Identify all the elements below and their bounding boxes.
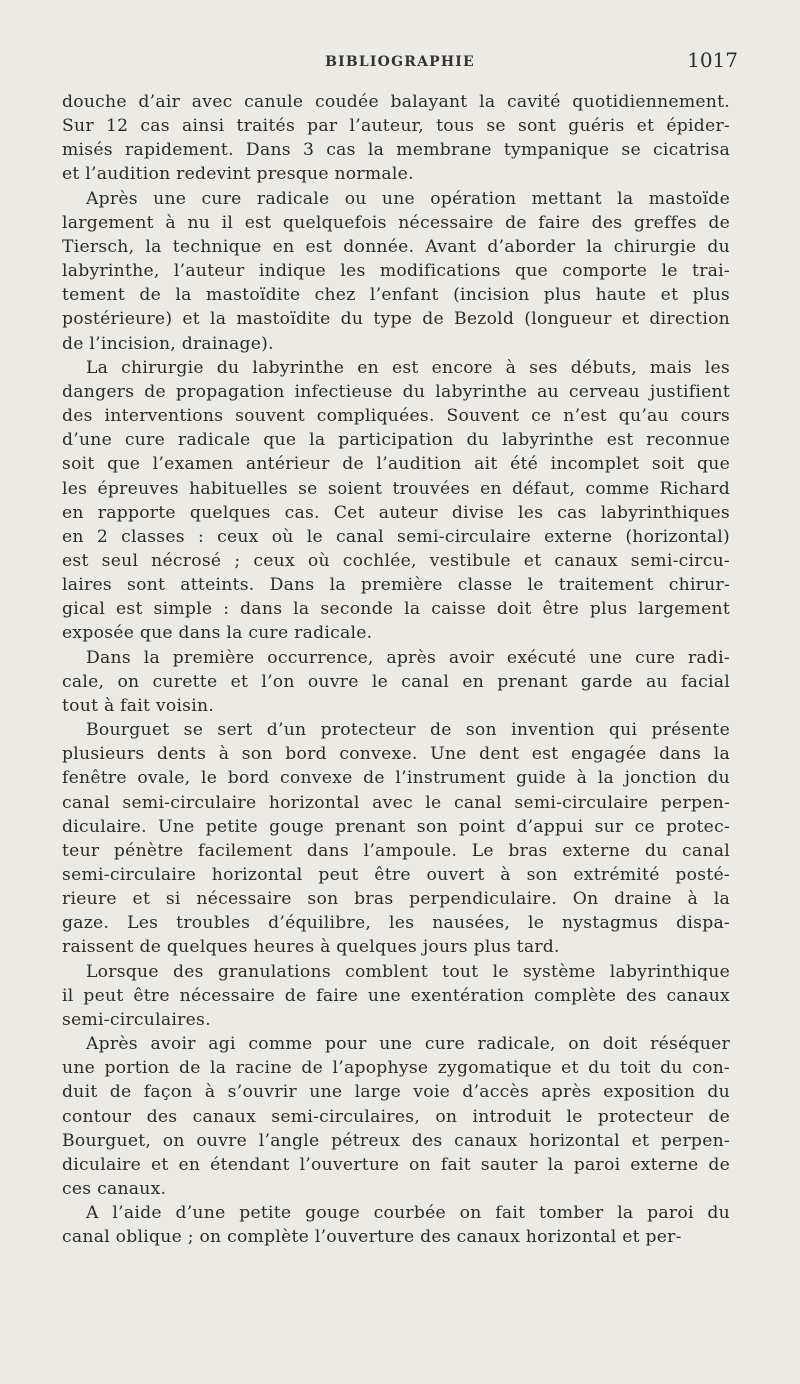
text-line: ces canaux.	[62, 1179, 167, 1200]
paragraph	[62, 960, 730, 1032]
text-line: tout à fait voisin.	[62, 695, 215, 716]
text-line: des interventions souvent compliquées. Souvent ce n’est qu’au cours	[62, 406, 730, 427]
text-line: gical est simple : dans la seconde la caisse doit être plus largement	[62, 599, 730, 620]
text-line: en 2 classes : ceux où le canal semi-circulaire externe (horizontal)	[62, 526, 730, 547]
text-line: une portion de la racine de l’apophyse zygomatique et du toit du con-	[62, 1058, 730, 1079]
text-line: misés rapidement. Dans 3 cas la membrane tympanique se cicatrisa	[62, 140, 730, 161]
text-line: cale, on curette et l’on ouvre le canal en prenant garde au facial	[62, 671, 730, 692]
text-line: d’une cure radicale que la participation du labyrinthe est reconnue	[62, 430, 730, 451]
text-line: gaze. Les troubles d’équilibre, les nausées, le nystagmus dispa-	[62, 913, 730, 934]
text-line: fenêtre ovale, le bord convexe de l’instrument guide à la jonction du	[62, 768, 730, 789]
paragraph	[62, 718, 730, 960]
text-line: canal oblique ; on complète l’ouverture des canaux horizontal et per-	[62, 1227, 682, 1248]
text-line: contour des canaux semi-circulaires, on introduit le protecteur de	[62, 1106, 730, 1127]
text-line: labyrinthe, l’auteur indique les modifications que comporte le trai-	[62, 261, 730, 282]
paragraph	[62, 1201, 730, 1249]
paragraph	[62, 90, 730, 187]
text-line: Dans la première occurrence, après avoir exécuté une cure radi-	[86, 647, 730, 668]
text-line: Tiersch, la technique en est donnée. Avant d’aborder la chirurgie du	[62, 236, 730, 257]
text-line: Bourguet, on ouvre l’angle pétreux des canaux horizontal et perpen-	[62, 1130, 730, 1151]
text-line: raissent de quelques heures à quelques jours plus tard.	[62, 937, 560, 958]
text-line: A l’aide d’une petite gouge courbée on fait tomber la paroi du	[86, 1203, 730, 1224]
text-line: duit de façon à s’ouvrir une large voie d’accès après exposition du	[62, 1082, 730, 1103]
text-line: il peut être nécessaire de faire une exentération complète des canaux	[62, 985, 730, 1006]
text-line: La chirurgie du labyrinthe en est encore à ses débuts, mais les	[86, 357, 730, 378]
text-line: laires sont atteints. Dans la première classe le traitement chirur-	[62, 575, 730, 596]
text-line: soit que l’examen antérieur de l’audition ait été incomplet soit que	[62, 454, 730, 475]
paragraph	[62, 646, 730, 718]
page-header	[62, 48, 738, 76]
running-head: BIBLIOGRAPHIE	[325, 54, 475, 70]
text-line: exposée que dans la cure radicale.	[62, 623, 373, 644]
text-line: semi-circulaires.	[62, 1009, 211, 1030]
text-line: de l’incision, drainage).	[62, 333, 274, 354]
text-line: diculaire et en étendant l’ouverture on fait sauter la paroi externe de	[62, 1154, 730, 1175]
text-line: tement de la mastoïdite chez l’enfant (incision plus haute et plus	[62, 285, 730, 306]
text-line: Après une cure radicale ou une opération mettant la mastoïde	[86, 188, 730, 209]
text-line: Lorsque des granulations comblent tout le système labyrinthique	[86, 961, 730, 982]
paragraph	[62, 187, 730, 356]
text-line: et l’audition redevint presque normale.	[62, 164, 414, 185]
text-line: rieure et si nécessaire son bras perpendiculaire. On draine à la	[62, 889, 730, 910]
text-line: diculaire. Une petite gouge prenant son point d’appui sur ce protec-	[62, 816, 730, 837]
body-text	[62, 90, 730, 1250]
text-line: teur pénètre facilement dans l’ampoule. Le bras externe du canal	[62, 840, 730, 861]
page-number: 1017	[687, 48, 738, 72]
text-line: les épreuves habituelles se soient trouvées en défaut, comme Richard	[62, 478, 730, 499]
text-line: canal semi-circulaire horizontal avec le canal semi-circulaire perpen-	[62, 792, 730, 813]
paragraph	[62, 1032, 730, 1201]
paragraph	[62, 356, 730, 646]
text-line: est seul nécrosé ; ceux où cochlée, vestibule et canaux semi-circu-	[62, 550, 730, 571]
text-line: semi-circulaire horizontal peut être ouvert à son extrémité posté-	[62, 865, 730, 885]
text-line: en rapporte quelques cas. Cet auteur divise les cas labyrinthiques	[62, 502, 730, 523]
text-line: douche d’air avec canule coudée balayant la cavité quotidiennement.	[62, 92, 730, 112]
text-line: Après avoir agi comme pour une cure radicale, on doit réséquer	[86, 1034, 730, 1055]
text-line: Bourguet se sert d’un protecteur de son invention qui présente	[86, 720, 730, 741]
text-line: largement à nu il est quelquefois nécessaire de faire des greffes de	[62, 212, 730, 233]
text-line: Sur 12 cas ainsi traités par l’auteur, tous se sont guéris et épider-	[62, 116, 730, 137]
text-line: postérieure) et la mastoïdite du type de Bezold (longueur et direction	[62, 309, 730, 330]
text-line: dangers de propagation infectieuse du labyrinthe au cerveau justifient	[62, 381, 730, 402]
text-line: plusieurs dents à son bord convexe. Une dent est engagée dans la	[62, 744, 730, 765]
